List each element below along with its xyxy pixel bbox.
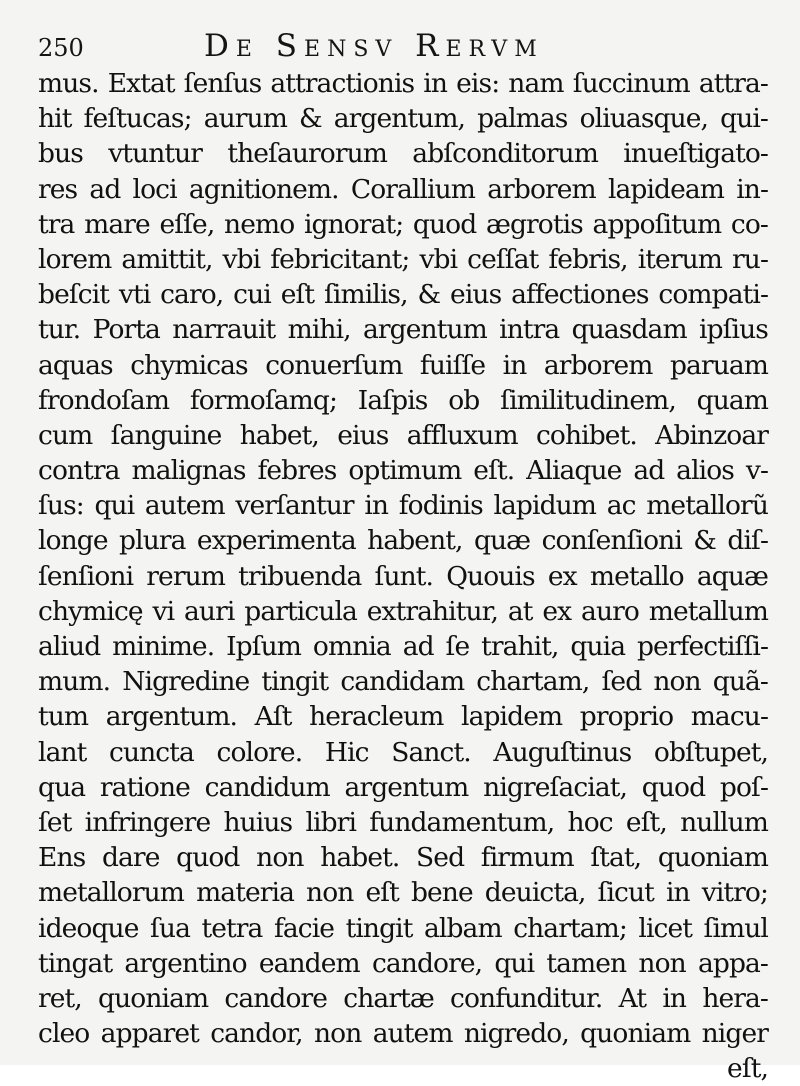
text-line: aliud minime. Ipſum omnia ad ſe trahit, quia perfectiſſi- bbox=[38, 631, 768, 662]
text-line: tingat argentino eandem candore, qui tamen non appa- bbox=[38, 947, 768, 979]
text-line: contra malignas febres optimum eſt. Aliaque ad alios v- bbox=[38, 455, 768, 487]
page-header bbox=[38, 28, 658, 68]
catchword: eſt, bbox=[727, 1053, 768, 1085]
text-line: res ad loci agnitionem. Corallium arborem lapideam in- bbox=[38, 173, 768, 205]
text-line: ſenſioni rerum tribuenda ſunt. Quouis ex metallo aquæ bbox=[38, 560, 768, 592]
text-line: aquas chymicas conuerſum fuiſſe in arborem paruam bbox=[38, 349, 768, 381]
running-title: De Sensv Rervm bbox=[204, 28, 544, 64]
text-line: hit feſtucas; aurum & argentum, palmas oliuasque, qui- bbox=[38, 103, 768, 135]
text-line: beſcit vti caro, cui eſt ſimilis, & eius affectiones compati- bbox=[38, 279, 768, 311]
text-line: ſet infringere huius libri fundamentum, hoc eſt, nullum bbox=[38, 806, 768, 838]
text-line: lant cuncta colore. Hic Sanct. Auguſtinus obſtupet, bbox=[38, 736, 768, 768]
text-line: bus vtuntur theſaurorum abſconditorum inueſtigato- bbox=[38, 138, 768, 170]
text-line: tra mare eſſe, nemo ignorat; quod ægrotis appoſitum co- bbox=[38, 208, 768, 240]
text-line: lorem amittit, vbi febricitant; vbi ceſſat febris, iterum ru- bbox=[38, 243, 768, 275]
body-text bbox=[38, 66, 768, 1086]
text-line: qua ratione candidum argentum nigreſaciat, quod poſ- bbox=[38, 771, 768, 803]
text-line: cleo apparet candor, non autem nigredo, quoniam niger bbox=[38, 1018, 768, 1050]
text-line: mus. Extat ſenſus attractionis in eis: nam ſuccinum attra- bbox=[38, 68, 768, 99]
text-line: ſus: qui autem verſantur in fodinis lapidum ac metallorũ bbox=[38, 490, 768, 522]
text-line: mum. Nigredine tingit candidam chartam, ſed non quã- bbox=[38, 666, 768, 698]
text-line: tur. Porta narrauit mihi, argentum intra quasdam ipſius bbox=[38, 314, 768, 346]
text-line: metallorum materia non eſt bene deuicta, ſicut in vitro; bbox=[38, 877, 768, 909]
text-line: cum ſanguine habet, eius affluxum cohibet. Abinzoar bbox=[38, 419, 768, 451]
text-line: longe plura experimenta habent, quæ conſenſioni & diſ- bbox=[38, 525, 768, 557]
text-line: chymicę vi auri particula extrahitur, at ex auro metallum bbox=[38, 595, 768, 627]
text-line: frondoſam formoſamq; Iaſpis ob ſimilitudinem, quam bbox=[38, 384, 768, 416]
text-line: tum argentum. Aſt heracleum lapidem proprio macu- bbox=[38, 701, 768, 733]
text-line: Ens dare quod non habet. Sed firmum ſtat, quoniam bbox=[38, 842, 768, 874]
page-number: 250 bbox=[38, 34, 84, 62]
text-line: ideoque ſua tetra facie tingit albam chartam; licet ſimul bbox=[38, 912, 768, 944]
text-line: ret, quoniam candore chartæ confunditur. At in hera- bbox=[38, 982, 768, 1014]
